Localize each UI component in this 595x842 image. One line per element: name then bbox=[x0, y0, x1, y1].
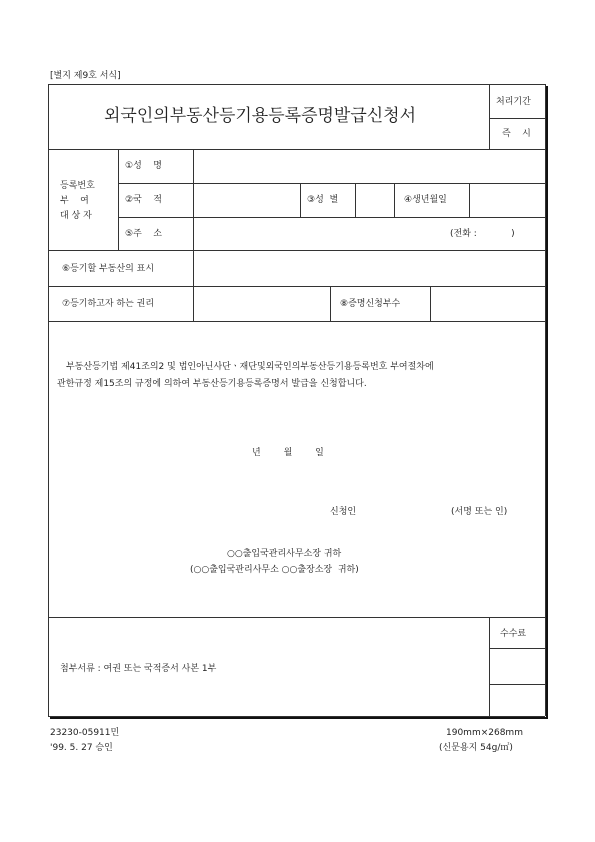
processing-value: 즉 시 bbox=[502, 129, 531, 139]
processing-divider bbox=[489, 118, 545, 119]
form-number: [별지 제9호 서식] bbox=[50, 71, 121, 81]
gender-left bbox=[300, 183, 301, 217]
frame-left bbox=[48, 84, 49, 716]
applicant-col-divider bbox=[118, 149, 119, 250]
address-label: ⑤주 소 bbox=[125, 229, 162, 239]
fee-label: 수수료 bbox=[500, 629, 527, 639]
row3-bottom bbox=[48, 250, 545, 251]
birth-left bbox=[394, 183, 395, 217]
phone-label: (전화 : ) bbox=[450, 229, 515, 239]
frame-top bbox=[48, 84, 545, 85]
gender-label: ③성 별 bbox=[307, 195, 339, 205]
footer-code: 23230-05911민 bbox=[50, 728, 120, 738]
birth-val-left bbox=[469, 183, 470, 217]
fee-bottom bbox=[489, 684, 545, 685]
name-label: ①성 명 bbox=[125, 161, 162, 171]
right-label: ⑦등기하고자 하는 권리 bbox=[62, 299, 155, 309]
copies-val-left bbox=[430, 286, 431, 321]
nationality-label: ②국 적 bbox=[125, 195, 162, 205]
gender-val-left bbox=[355, 183, 356, 217]
processing-label: 처리기간 bbox=[496, 97, 531, 107]
row4-bottom bbox=[48, 286, 545, 287]
applicant-signer-label: 신청인 bbox=[330, 507, 357, 517]
copies-label: ⑧증명신청부수 bbox=[340, 299, 401, 309]
footer-size: 190mm×268mm bbox=[446, 728, 523, 738]
applicant-label-line2: 부 여 bbox=[60, 196, 89, 206]
footer-paper: (신문용지 54g/㎡) bbox=[439, 743, 513, 753]
applicant-label-line3: 대 상 자 bbox=[60, 211, 92, 221]
frame-bottom-shadow bbox=[50, 717, 548, 719]
recipient-line-1: ○○출입국관리사무소장 귀하 bbox=[227, 549, 342, 559]
fee-left bbox=[489, 617, 490, 716]
applicant-label-line1: 등록번호 bbox=[60, 181, 95, 191]
fee-divider bbox=[489, 648, 545, 649]
copies-left bbox=[330, 286, 331, 321]
frame-right-shadow bbox=[546, 86, 548, 718]
declaration-bottom bbox=[48, 617, 545, 618]
body-line-1: 부동산등기법 제41조의2 및 법인아닌사단ㆍ재단및외국인의부동산등기용등록번호 부여절차에 bbox=[66, 362, 434, 372]
property-label: ⑥등기할 부동산의 표시 bbox=[62, 264, 155, 274]
form-title: 외국인의부동산등기용등록증명발급신청서 bbox=[104, 106, 417, 126]
signature-label: (서명 또는 인) bbox=[451, 507, 508, 517]
body-line-2: 관한규정 제15조의 규정에 의하여 부동산등기용등록증명서 발급을 신청합니다. bbox=[57, 379, 367, 389]
birthdate-label: ④생년월일 bbox=[404, 195, 447, 205]
row1-bottom bbox=[118, 183, 545, 184]
row5-bottom bbox=[48, 321, 545, 322]
recipient-line-2: (○○출입국관리사무소 ○○출장소장 귀하) bbox=[190, 565, 359, 575]
field-col-divider bbox=[193, 149, 194, 321]
date-line: 년 월 일 bbox=[252, 448, 324, 458]
footer-approval: '99. 5. 27 승인 bbox=[50, 743, 113, 753]
title-bottom bbox=[48, 149, 545, 150]
row2-bottom bbox=[118, 217, 545, 218]
title-divider bbox=[489, 84, 490, 149]
attachment-text: 첨부서류 : 여권 또는 국적증서 사본 1부 bbox=[60, 664, 217, 674]
